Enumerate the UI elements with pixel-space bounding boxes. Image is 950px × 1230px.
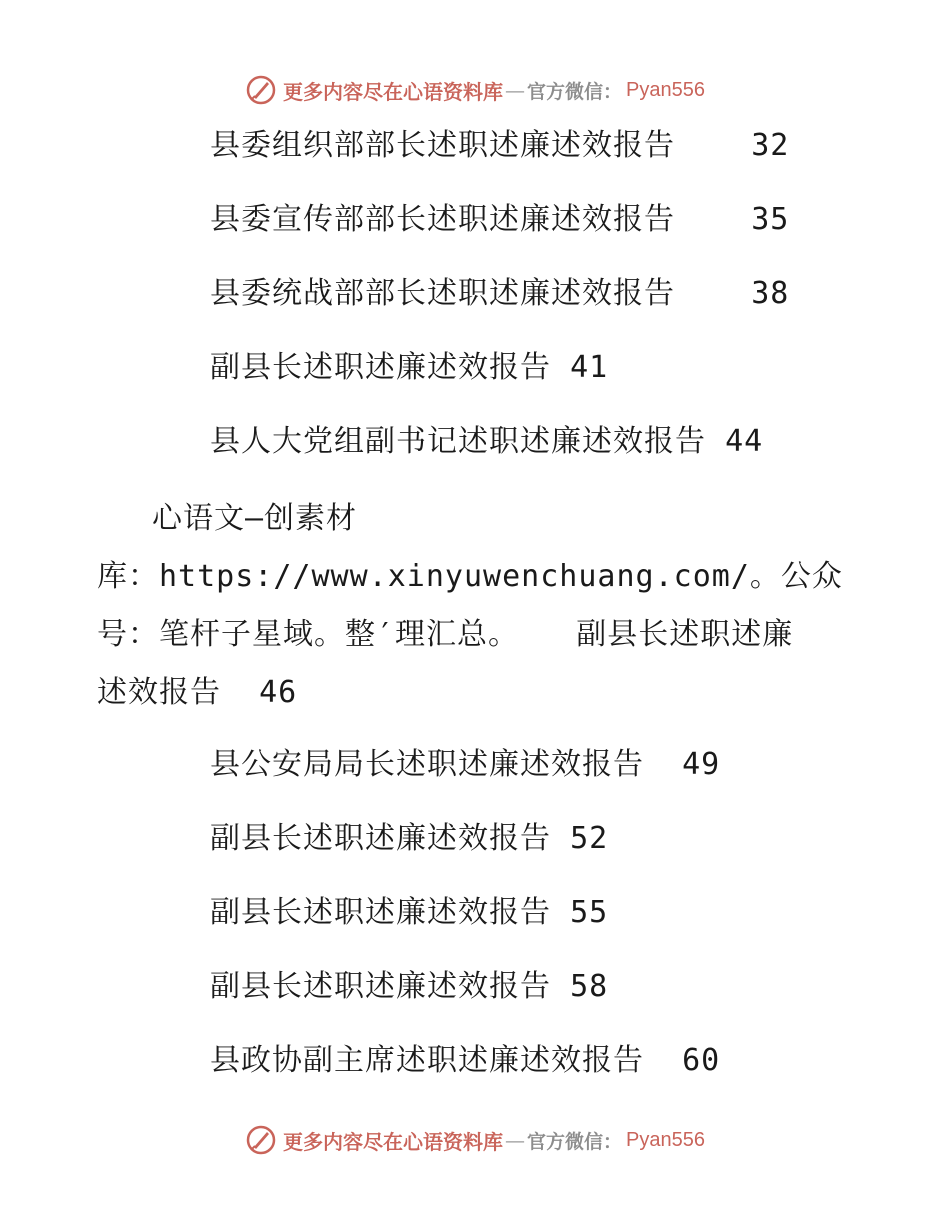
toc-entry <box>210 967 608 1007</box>
toc-page: 58 <box>570 969 609 1004</box>
toc-gap <box>551 350 570 385</box>
toc-gap <box>551 821 570 856</box>
toc-page: 32 <box>751 128 790 163</box>
toc-gap <box>675 276 751 311</box>
toc-page: 55 <box>570 895 609 930</box>
toc-gap <box>644 747 682 782</box>
paragraph-line: 述效报告 46 <box>97 675 298 710</box>
banner-wechat-label: 官方微信： <box>527 80 623 103</box>
toc-page: 38 <box>751 276 790 311</box>
toc-title: 副县长述职述廉述效报告 <box>210 895 551 930</box>
banner-wechat-label: 官方微信： <box>527 1130 623 1153</box>
toc-title: 副县长述职述廉述效报告 <box>210 969 551 1004</box>
toc-title: 县委组织部部长述职述廉述效报告 <box>210 128 675 163</box>
quill-logo-icon <box>245 74 277 106</box>
toc-gap <box>644 1043 682 1078</box>
paragraph-line: 号：笔杆子星域。整′理汇总。 副县长述职述廉 <box>97 617 794 652</box>
toc-entry <box>210 1041 720 1081</box>
paragraph-line: 心语文—创素材 <box>152 501 358 536</box>
toc-title: 副县长述职述廉述效报告 <box>210 821 551 856</box>
toc-title: 县人大党组副书记述职述廉述效报告 <box>210 424 706 459</box>
banner-wechat-id: Pyan556 <box>626 78 705 101</box>
toc-gap <box>706 424 725 459</box>
toc-entry <box>210 348 608 388</box>
toc-page: 60 <box>682 1043 721 1078</box>
toc-gap <box>675 128 751 163</box>
banner-wechat-id: Pyan556 <box>626 1128 705 1151</box>
toc-title: 县委统战部部长述职述廉述效报告 <box>210 276 675 311</box>
banner-main-text: 更多内容尽在心语资料库 <box>283 1129 503 1154</box>
toc-page: 35 <box>751 202 790 237</box>
banner-main-text: 更多内容尽在心语资料库 <box>283 79 503 104</box>
header-banner <box>0 70 950 110</box>
toc-title: 县政协副主席述职述廉述效报告 <box>210 1043 644 1078</box>
toc-entry <box>210 745 720 785</box>
toc-entry <box>210 422 763 462</box>
banner-dash: — <box>505 78 525 102</box>
toc-page: 41 <box>570 350 609 385</box>
toc-entry <box>210 200 789 240</box>
body-paragraph <box>97 490 847 722</box>
toc-entry <box>210 893 608 933</box>
footer-banner <box>0 1120 950 1160</box>
banner-dash: — <box>505 1128 525 1152</box>
toc-title: 副县长述职述廉述效报告 <box>210 350 551 385</box>
toc-entry <box>210 819 608 859</box>
toc-gap <box>551 895 570 930</box>
toc-title: 县公安局局长述职述廉述效报告 <box>210 747 644 782</box>
toc-title: 县委宣传部部长述职述廉述效报告 <box>210 202 675 237</box>
toc-page: 52 <box>570 821 609 856</box>
toc-entry <box>210 126 789 166</box>
toc-entry <box>210 274 789 314</box>
quill-logo-icon <box>245 1124 277 1156</box>
toc-gap <box>551 969 570 1004</box>
paragraph-line: 库：https://www.xinyuwenchuang.com/。公众 <box>97 559 843 594</box>
toc-gap <box>675 202 751 237</box>
toc-page: 49 <box>682 747 721 782</box>
toc-page: 44 <box>725 424 764 459</box>
